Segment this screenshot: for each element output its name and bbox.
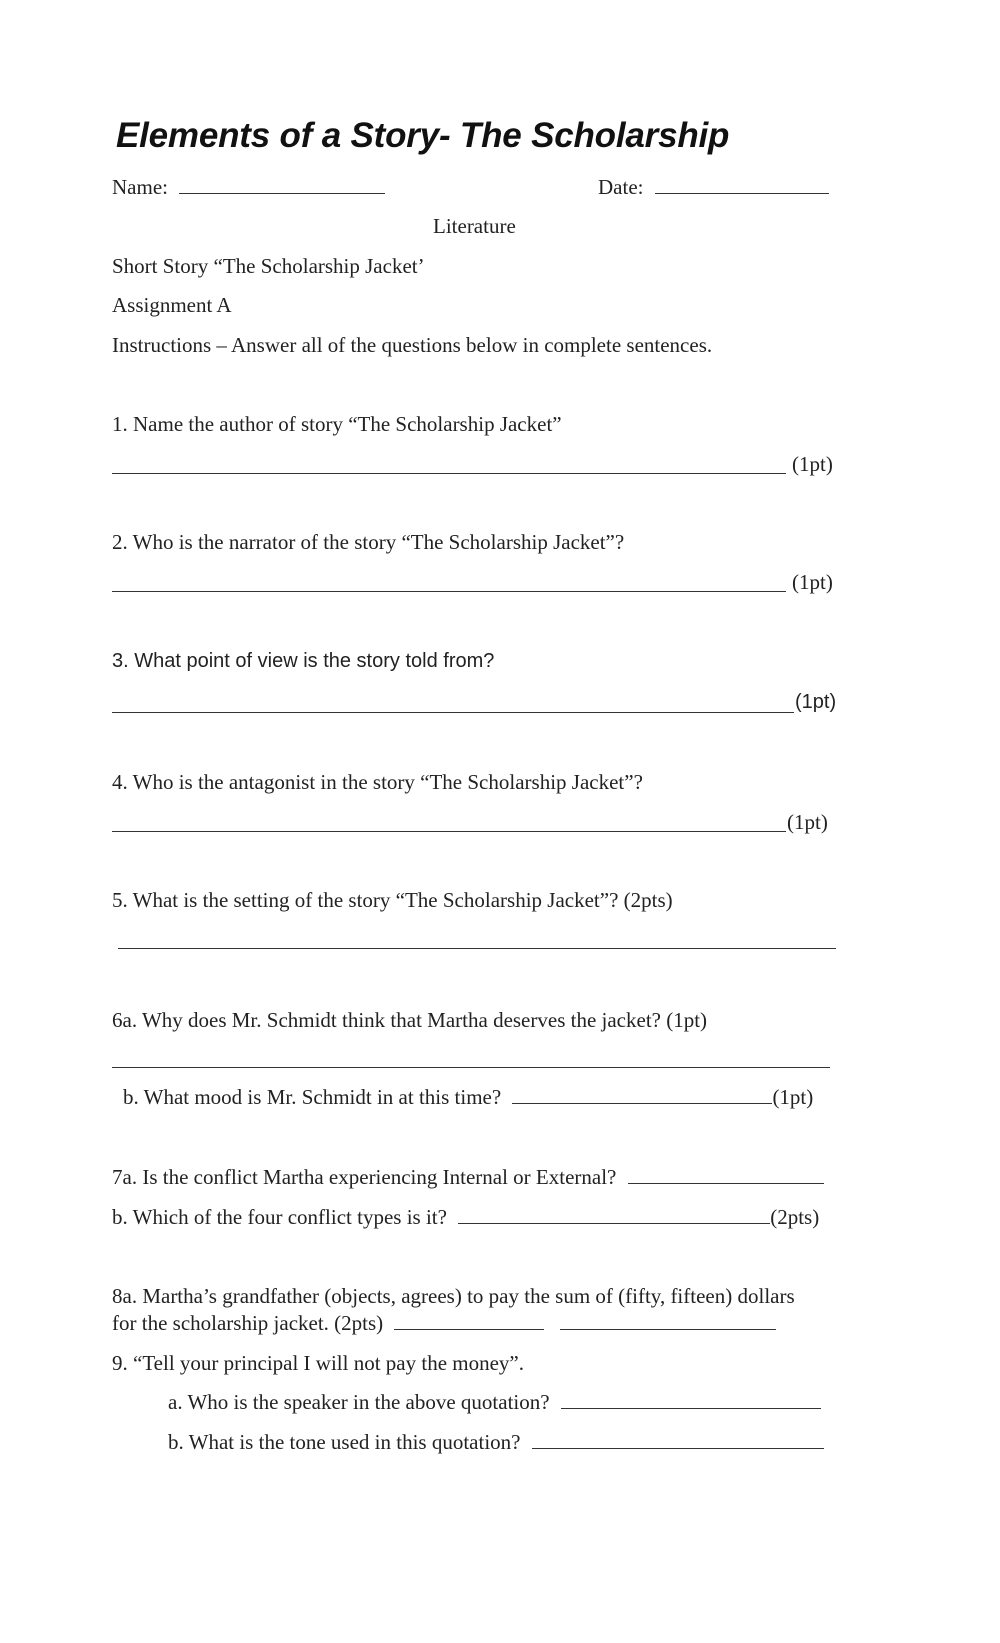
question-9b: b. What is the tone used in this quotation? xyxy=(168,1430,521,1454)
question-6b: b. What mood is Mr. Schmidt in at this time? xyxy=(123,1085,502,1109)
answer-line-6a[interactable] xyxy=(112,1067,830,1068)
question-8a-row xyxy=(112,1311,776,1336)
question-6a: 6a. Why does Mr. Schmidt think that Martha deserves the jacket? (1pt) xyxy=(112,1008,708,1032)
question-7b: b. Which of the four conflict types is it? xyxy=(112,1205,447,1229)
points-3: (1pt) xyxy=(795,691,837,713)
answer-blank-9b[interactable] xyxy=(532,1430,824,1449)
answer-line-4[interactable] xyxy=(112,831,786,832)
name-label: Name: xyxy=(112,175,168,199)
points-7b: (2pts) xyxy=(770,1205,820,1229)
points-6b: (1pt) xyxy=(772,1085,814,1109)
points-1: (1pt) xyxy=(792,452,833,476)
assignment-label: Assignment A xyxy=(112,293,232,317)
question-9b-row xyxy=(168,1430,824,1455)
question-7a: 7a. Is the conflict Martha experiencing Internal or External? xyxy=(112,1165,617,1189)
question-8a-line2: for the scholarship jacket. (2pts) xyxy=(112,1311,384,1335)
question-4: 4. Who is the antagonist in the story “The Scholarship Jacket”? xyxy=(112,770,643,794)
answer-blank-7a[interactable] xyxy=(628,1165,824,1184)
instructions-text: Instructions – Answer all of the questions below in complete sentences. xyxy=(112,333,713,357)
question-1: 1. Name the author of story “The Scholarship Jacket” xyxy=(112,412,562,436)
question-8a-line1: 8a. Martha’s grandfather (objects, agrees) to pay the sum of (fifty, fifteen) dollars xyxy=(112,1284,795,1308)
answer-blank-6b[interactable] xyxy=(512,1085,772,1104)
question-7b-row xyxy=(112,1205,819,1230)
question-9: 9. “Tell your principal I will not pay the money”. xyxy=(112,1351,525,1375)
name-blank[interactable] xyxy=(179,175,385,194)
subject-label: Literature xyxy=(433,214,516,238)
answer-line-5[interactable] xyxy=(118,948,836,949)
answer-blank-8a-2[interactable] xyxy=(560,1311,776,1330)
answer-blank-9a[interactable] xyxy=(561,1390,821,1409)
answer-line-1[interactable] xyxy=(112,473,786,474)
question-6b-row xyxy=(123,1085,813,1110)
date-label: Date: xyxy=(598,175,644,199)
question-9a: a. Who is the speaker in the above quotation? xyxy=(168,1390,550,1414)
name-row xyxy=(112,175,385,200)
date-blank[interactable] xyxy=(655,175,829,194)
answer-line-2[interactable] xyxy=(112,591,786,592)
question-7a-row xyxy=(112,1165,824,1190)
question-5: 5. What is the setting of the story “The Scholarship Jacket”? (2pts) xyxy=(112,888,673,912)
date-row xyxy=(598,175,829,200)
question-2: 2. Who is the narrator of the story “The Scholarship Jacket”? xyxy=(112,530,625,554)
points-4: (1pt) xyxy=(787,810,828,834)
question-9a-row xyxy=(168,1390,821,1415)
points-2: (1pt) xyxy=(792,570,833,594)
answer-line-3[interactable] xyxy=(112,712,794,713)
question-3: 3. What point of view is the story told from? xyxy=(112,650,495,672)
story-label: Short Story “The Scholarship Jacket’ xyxy=(112,254,425,278)
answer-blank-7b[interactable] xyxy=(458,1205,770,1224)
answer-blank-8a-1[interactable] xyxy=(394,1311,544,1330)
page-title: Elements of a Story- The Scholarship xyxy=(116,116,730,155)
